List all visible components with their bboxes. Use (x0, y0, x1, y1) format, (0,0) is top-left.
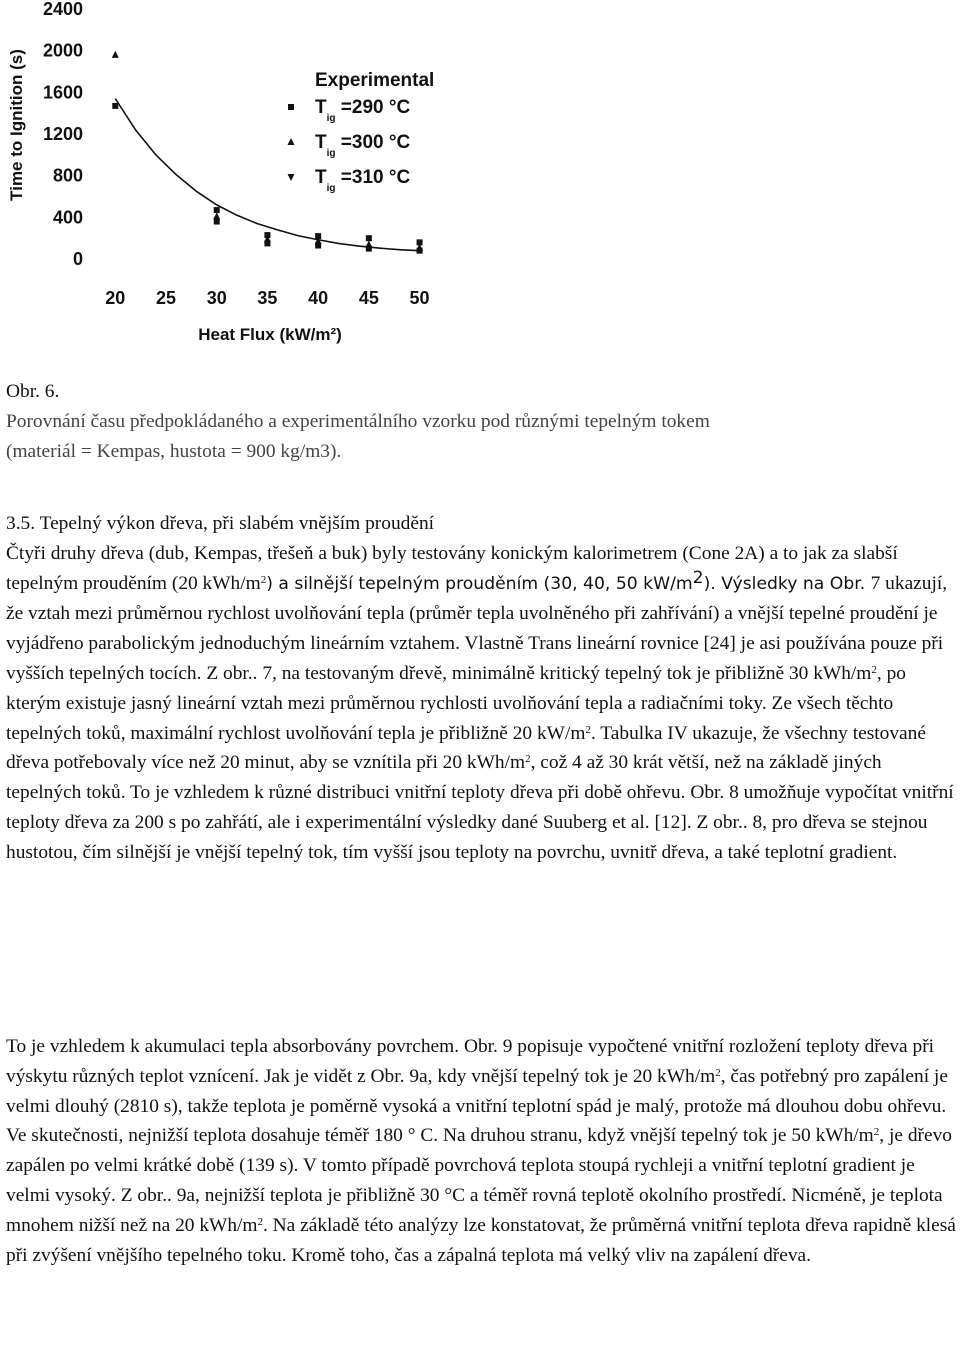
figure-title: Porovnání času předpokládaného a experimentálního vzorku pod různými tepelným tokem (6, 410, 710, 432)
section-heading: 3.5. Tepelný výkon dřeva, při slabém vnějším proudění (6, 513, 435, 534)
data-point (213, 212, 220, 219)
data-point (417, 248, 423, 254)
data-point (214, 219, 220, 225)
data-point (366, 246, 372, 252)
x-tick-label: 45 (358, 288, 379, 308)
legend-marker (288, 104, 294, 110)
paragraph-2 (6, 1032, 958, 1270)
data-point (264, 240, 270, 246)
chart-legend (288, 70, 435, 194)
x-tick-label: 20 (105, 288, 126, 308)
x-tick-label: 40 (308, 288, 329, 308)
y-tick-label: 2400 (42, 0, 83, 19)
y-tick-label: 800 (52, 165, 83, 186)
x-tick-label: 25 (155, 288, 177, 308)
legend-marker (288, 138, 295, 145)
chart-canvas (0, 0, 470, 355)
legend-label: $T_{ig} =290$ °C (315, 97, 411, 124)
ignition-time-chart (0, 0, 470, 355)
x-tick-label: 35 (257, 288, 278, 308)
data-point (112, 103, 118, 109)
data-point (112, 51, 119, 58)
section-3-5 (6, 509, 958, 868)
x-tick-label: 30 (206, 288, 227, 308)
data-point (214, 207, 220, 213)
y-tick-label: 0 (72, 249, 83, 269)
figure-label: Obr. 6. (6, 381, 60, 402)
legend-title: Experimental (315, 70, 435, 91)
section-paragraph: Čtyři druhy dřeva (dub, Kempas, třešeň a buk) byly testovány konickým kalorimetrem (Cone 2A) a to jak za slabší tepelným prouděním (20 kWh/$m^2$) a silnější tepelným prouděním (30, 40, 50 $kW/m^2$). Výsledky na Obr. 7 ukazují, že vztah mezi průměrnou rychlost uvolňování tepla (průměr tepla uvolněného při zahřívání) a vnější tepelné proudění je vyjádřeno parabolickým jednoduchým lineárním vztahem. Vlastně Trans lineární rovnice [24] je asi používána pouze při vyšších tepelných tocích. Z obr.. 7, na testovaným dřevě, minimálně kritický tepelný tok je přibližně 30 kWh/$m^2$, po kterým existuje jasný lineární vztah mezi průměrnou rychlosti uvolňování tepla a radiačními toky. Ze všech těchto tepelných toků, maximální rychlost uvolňování tepla je přibližně 20 $kW/m^2$. Tabulka IV ukazuje, že všechny testované dřeva potřebovaly více než 20 minut, aby se vznítila při 20 kWh/$m^2$, což 4 až 30 krát větší, než na základě jiných tepelných toků. To je vzhledem k různé distribuci vnitřní teploty dřeva při době ohřevu. Obr. 8 umožňuje vypočítat vnitřní teploty dřeva za 200 s po zahřátí, ale i experimentální výsledky dané Suuberg et al. [12]. Z obr.. 8, pro dřeva se stejnou hustotou, čím silnější je vnější tepelný tok, tím vyšší jsou teploty na povrchu, uvnitř dřeva, a také teplotní gradient. (6, 542, 954, 863)
paragraph-2-text: To je vzhledem k akumulaci tepla absorbovány povrchem. Obr. 9 popisuje vypočtené vnitřní rozložení teploty dřeva při výskytu různých teplot vznícení. Jak je vidět z Obr. 9a, kdy vnější tepelný tok je 20 kWh/$m^2$, čas potřebný pro zapálení je velmi dlouhý (2810 s), takže teplota je poměrně vysoká a vnitřní teplotní spád je malý, protože má dlouhou dobu ohřevu. Ve skutečnosti, nejnižší teplota dosahuje téměř 180 ° C. Na druhou stranu, když vnější tepelný tok je 50 kWh/$m^2$, je dřevo zapálen po velmi krátké době (139 s). V tomto případě povrchová teplota stoupá rychleji a vnitřní teplotní gradient je velmi vysoký. Z obr.. 9a, nejnižší teplota je přibližně 30 °C a téměř rovná teplotě okolního prostředí. Nicméně, je teplota mnohem nižší než na 20 kWh/$m^2$. Na základě této analýzy lze konstatovat, že průměrná vnitřní teplota dřeva rapidně klesá při zvýšení vnějšího tepelného toku. Kromě toho, čas a zápalná teplota má velký vliv na zapálení dřeva. (6, 1036, 956, 1266)
legend-label: $T_{ig} =300$ °C (315, 132, 411, 159)
y-tick-label: 1600 (42, 82, 83, 103)
x-tick-label: 50 (409, 288, 430, 308)
legend-label: $T_{ig} =310$ °C (315, 167, 411, 194)
y-tick-label: 2000 (42, 40, 83, 61)
figure-title-material: (materiál = Kempas, hustota = 900 kg/m3). (6, 440, 342, 462)
y-tick-label: 400 (52, 207, 83, 228)
data-point (315, 243, 321, 249)
x-axis-label: Heat Flux (kW/m²) (198, 325, 342, 344)
y-axis-label: Time to Ignition (s) (7, 49, 26, 201)
data-point (366, 235, 372, 241)
figure-caption (6, 377, 958, 466)
legend-marker (288, 174, 295, 181)
y-tick-label: 1200 (42, 124, 83, 144)
